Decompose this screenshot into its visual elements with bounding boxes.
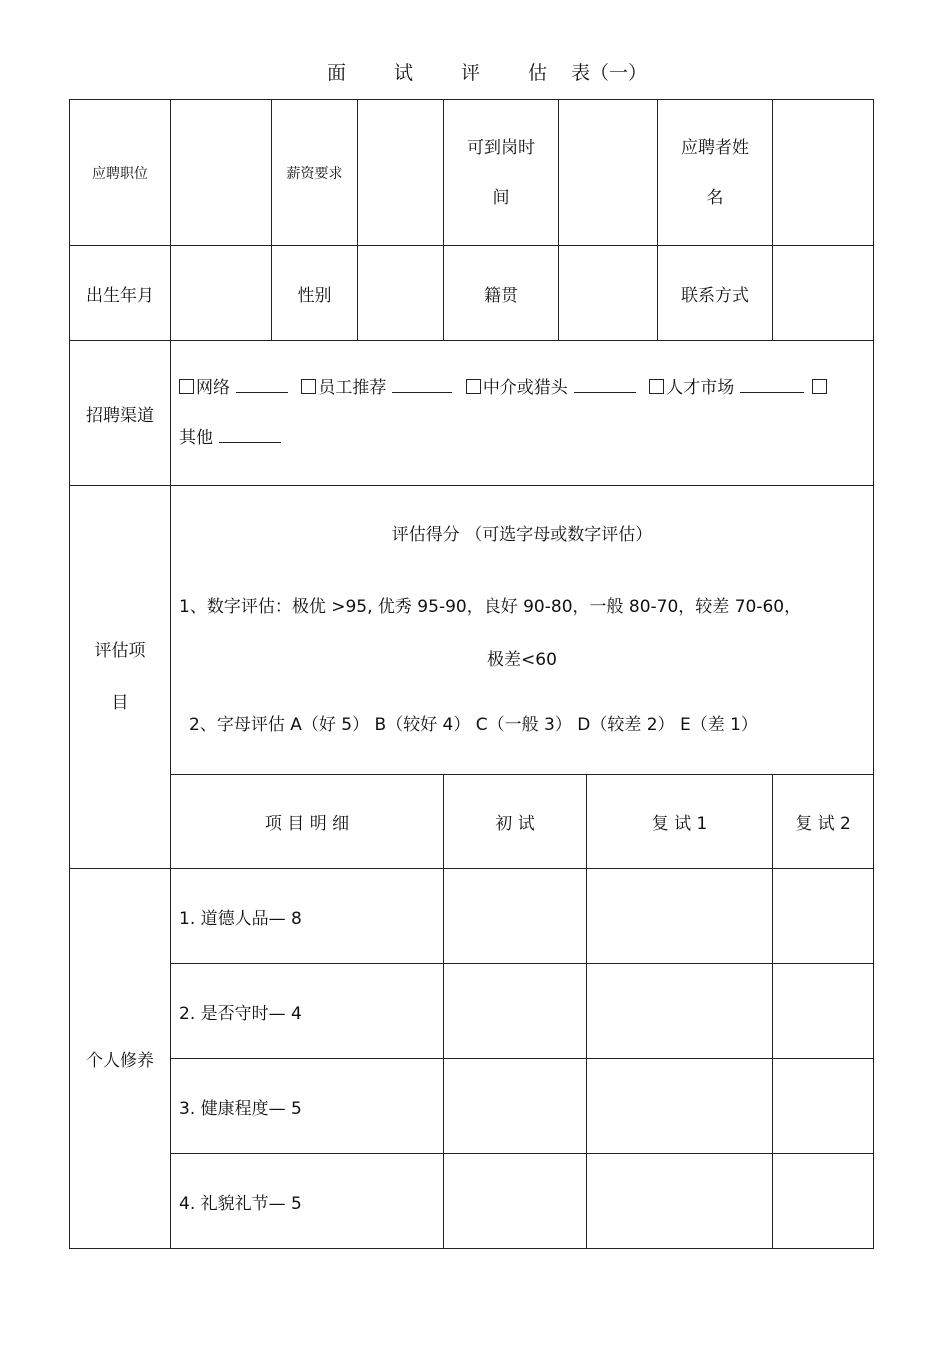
personal-cultivation-label: 个人修养 xyxy=(70,869,171,1249)
score-cell[interactable] xyxy=(773,964,874,1059)
native-place-field[interactable] xyxy=(559,246,658,341)
criterion-label: 2. 是否守时— 4 xyxy=(171,964,444,1059)
channel-row xyxy=(70,341,874,486)
birth-field[interactable] xyxy=(171,246,272,341)
score-cell[interactable] xyxy=(773,1059,874,1154)
start-time-field[interactable] xyxy=(559,100,658,246)
native-place-label: 籍贯 xyxy=(444,246,559,341)
evaluation-label-line: 评估项 xyxy=(94,641,146,661)
contact-field[interactable] xyxy=(773,246,874,341)
title-char: 面 xyxy=(326,62,346,84)
score-cell[interactable] xyxy=(444,1059,587,1154)
interview-form-table xyxy=(69,99,874,1249)
gender-label: 性别 xyxy=(272,246,358,341)
applicant-name-label-line: 应聘者姓 xyxy=(681,137,749,158)
title-char: 估 xyxy=(527,62,547,84)
score-cell[interactable] xyxy=(587,964,773,1059)
evaluation-items-label xyxy=(70,486,171,869)
numeric-scale-line: 1、数字评估：极优 >95, 优秀 95-90，良好 90-80，一般 80-70，较差 70-60， xyxy=(179,597,802,617)
checkbox-agency[interactable] xyxy=(466,379,481,394)
score-cell[interactable] xyxy=(587,1154,773,1249)
letter-scale-line: 2、字母评估 A（好 5） B（较好 4） C（一般 3） D（较差 2） E（差 1） xyxy=(189,715,758,735)
score-cell[interactable] xyxy=(773,869,874,964)
salary-label: 薪资要求 xyxy=(272,100,358,246)
score-cell[interactable] xyxy=(444,1154,587,1249)
table-row xyxy=(70,1154,874,1249)
birth-label: 出生年月 xyxy=(70,246,171,341)
applicant-name-label xyxy=(658,100,773,246)
blank-line[interactable] xyxy=(740,378,804,393)
title-char: 试 xyxy=(393,62,413,84)
blank-line[interactable] xyxy=(392,378,452,393)
score-cell[interactable] xyxy=(444,964,587,1059)
gender-field[interactable] xyxy=(358,246,444,341)
channel-option-label: 人才市场 xyxy=(666,378,735,398)
salary-field[interactable] xyxy=(358,100,444,246)
channel-option-label: 员工推荐 xyxy=(318,378,387,398)
blank-line[interactable] xyxy=(219,428,281,443)
applicant-row-2 xyxy=(70,246,874,341)
score-cell[interactable] xyxy=(587,869,773,964)
scoring-heading: 评估得分 （可选字母或数字评估） xyxy=(391,525,653,545)
position-field[interactable] xyxy=(171,100,272,246)
checkbox-referral[interactable] xyxy=(301,379,316,394)
channel-option-label: 网络 xyxy=(196,378,230,398)
blank-line[interactable] xyxy=(236,378,288,393)
numeric-scale-line: 极差<60 xyxy=(487,650,557,670)
table-row xyxy=(70,964,874,1059)
table-row xyxy=(70,869,874,964)
scoring-instructions xyxy=(171,486,874,775)
second-interview-header: 复 试 1 xyxy=(587,775,773,869)
criterion-label: 4. 礼貌礼节— 5 xyxy=(171,1154,444,1249)
channel-option-label: 中介或猎头 xyxy=(482,378,568,398)
evaluation-info-row xyxy=(70,486,874,775)
position-label: 应聘职位 xyxy=(70,100,171,246)
title-char: 表（一） xyxy=(570,62,647,84)
checkbox-network[interactable] xyxy=(179,379,194,394)
score-cell[interactable] xyxy=(587,1059,773,1154)
first-interview-header: 初 试 xyxy=(444,775,587,869)
channel-option-label: 其他 xyxy=(179,428,213,448)
column-header-row xyxy=(70,775,874,869)
start-time-label-line: 可到岗时 xyxy=(467,137,535,158)
criterion-label: 1. 道德人品— 8 xyxy=(171,869,444,964)
checkbox-talent-market[interactable] xyxy=(649,379,664,394)
channel-options xyxy=(171,341,874,486)
start-time-label xyxy=(444,100,559,246)
blank-line[interactable] xyxy=(574,378,636,393)
table-row xyxy=(70,1059,874,1154)
score-cell[interactable] xyxy=(773,1154,874,1249)
evaluation-label-line: 目 xyxy=(111,693,129,713)
start-time-label-line: 间 xyxy=(492,187,510,208)
form-title xyxy=(0,58,950,85)
contact-label: 联系方式 xyxy=(658,246,773,341)
detail-column-header: 项 目 明 细 xyxy=(171,775,444,869)
score-cell[interactable] xyxy=(444,869,587,964)
criterion-label: 3. 健康程度— 5 xyxy=(171,1059,444,1154)
channel-label: 招聘渠道 xyxy=(70,341,171,486)
third-interview-header: 复 试 2 xyxy=(773,775,874,869)
applicant-name-field[interactable] xyxy=(773,100,874,246)
title-char: 评 xyxy=(460,62,480,84)
applicant-row-1 xyxy=(70,100,874,246)
checkbox-other[interactable] xyxy=(812,379,827,394)
applicant-name-label-line: 名 xyxy=(706,187,724,208)
